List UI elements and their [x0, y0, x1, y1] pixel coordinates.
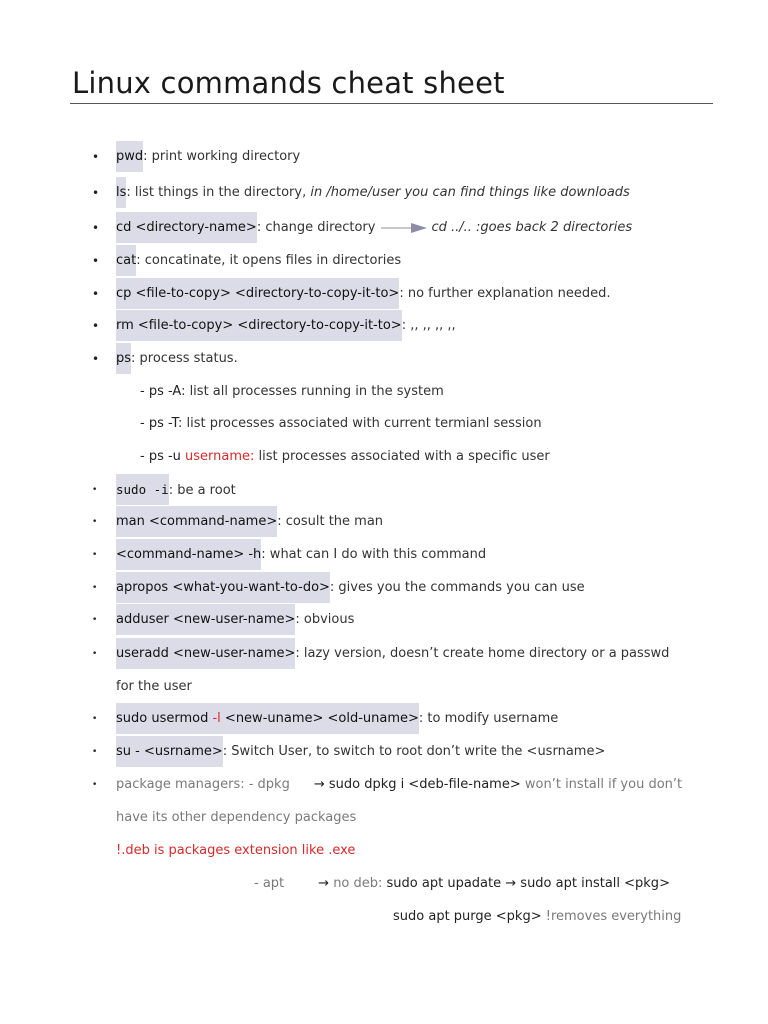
apt-purge-note: !removes everything	[541, 909, 682, 924]
command-ps: ps	[116, 343, 131, 374]
bullet: •	[92, 221, 100, 235]
bullet: •	[92, 747, 98, 757]
description: : process status.	[131, 351, 238, 366]
note: in /home/user you can find things like downloads	[310, 185, 630, 200]
dependency-note: have its other dependency packages	[116, 810, 357, 825]
bullet: •	[92, 714, 98, 724]
description: : to modify username	[418, 711, 559, 726]
description-continued: for the user	[116, 679, 192, 694]
command-sudo: sudo -i	[116, 474, 169, 505]
dpkg-command: sudo dpkg i <deb-file-name>	[328, 777, 521, 792]
arrow-right-icon: →	[318, 876, 330, 891]
red-parameter: username:	[185, 449, 255, 464]
bullet: •	[92, 287, 100, 301]
description: : ,, ,, ,, ,,	[401, 318, 456, 333]
apt-install-command: sudo apt install <pkg>	[520, 876, 670, 891]
description: : list all processes running in the system	[181, 384, 444, 399]
dpkg-note: won’t install if you don’t	[520, 777, 683, 792]
command-part: <new-uname> <old-uname>	[220, 711, 419, 726]
bullet: •	[92, 649, 98, 659]
bullet: •	[92, 319, 100, 333]
command-part: sudo usermod	[116, 711, 213, 726]
command-adduser: adduser <new-user-name>	[116, 604, 295, 635]
deb-extension-text: !.deb is packages extension like .exe	[116, 843, 356, 858]
page-title: Linux commands cheat sheet	[72, 66, 505, 100]
sub-command: - ps -A	[140, 384, 182, 399]
apt-no-deb: no deb:	[333, 876, 387, 891]
command-apropos: apropos <what-you-want-to-do>	[116, 572, 330, 603]
command-cat: cat	[116, 245, 136, 276]
sub-command: - ps -u	[140, 449, 186, 464]
bullet: •	[92, 485, 98, 495]
description: : list things in the directory,	[126, 185, 311, 200]
command-cd: cd <directory-name>	[116, 212, 257, 243]
description: : no further explanation needed.	[399, 286, 611, 301]
sub-command: - ps -T	[140, 416, 178, 431]
bullet: •	[92, 254, 100, 268]
description: : concatinate, it opens files in directories	[136, 253, 402, 268]
command-useradd: useradd <new-user-name>	[116, 638, 295, 669]
description: : list processes associated with current termianl session	[178, 416, 542, 431]
command-ls: ls	[116, 177, 126, 208]
bullet: •	[92, 186, 100, 200]
description: : print working directory	[143, 149, 301, 164]
bullet: •	[92, 583, 98, 593]
note: cd ../.. :goes back 2 directories	[431, 220, 633, 235]
command-cp: cp <file-to-copy> <directory-to-copy-it-to>	[116, 278, 399, 309]
description: : cosult the man	[277, 514, 384, 529]
apt-purge-command: sudo apt purge <pkg>	[393, 909, 542, 924]
command-man: man <command-name>	[116, 506, 277, 537]
arrow-right-icon: →	[505, 876, 517, 891]
bullet: •	[92, 615, 98, 625]
command-rm: rm <file-to-copy> <directory-to-copy-it-to>	[116, 310, 402, 341]
bullet: •	[92, 150, 100, 164]
description: list processes associated with a specific user	[254, 449, 550, 464]
red-flag: -l	[212, 711, 221, 726]
apt-update-command: sudo apt upadate	[386, 876, 502, 891]
bullet: •	[92, 780, 98, 790]
package-managers-label: package managers: - dpkg	[116, 777, 290, 792]
bullet: •	[92, 352, 100, 366]
command-pwd: pwd	[116, 141, 143, 172]
description: : Switch User, to switch to root don’t write the <usrname>	[222, 744, 606, 759]
description: : be a root	[168, 483, 236, 498]
description: : gives you the commands you can use	[329, 580, 585, 595]
description: : lazy version, doesn’t create home directory or a passwd	[295, 646, 670, 661]
command-help: <command-name> -h	[116, 539, 261, 570]
bullet: •	[92, 550, 98, 560]
command-su: su - <usrname>	[116, 736, 223, 767]
apt-label: - apt	[254, 876, 285, 891]
command-usermod	[116, 703, 419, 734]
arrow-right-icon: →	[313, 777, 325, 792]
description: : obvious	[295, 612, 355, 627]
description: : what can I do with this command	[261, 547, 487, 562]
description: : change directory	[256, 220, 376, 235]
bullet: •	[92, 517, 98, 527]
title-underline	[70, 103, 713, 104]
arrow-right-icon	[381, 223, 427, 233]
